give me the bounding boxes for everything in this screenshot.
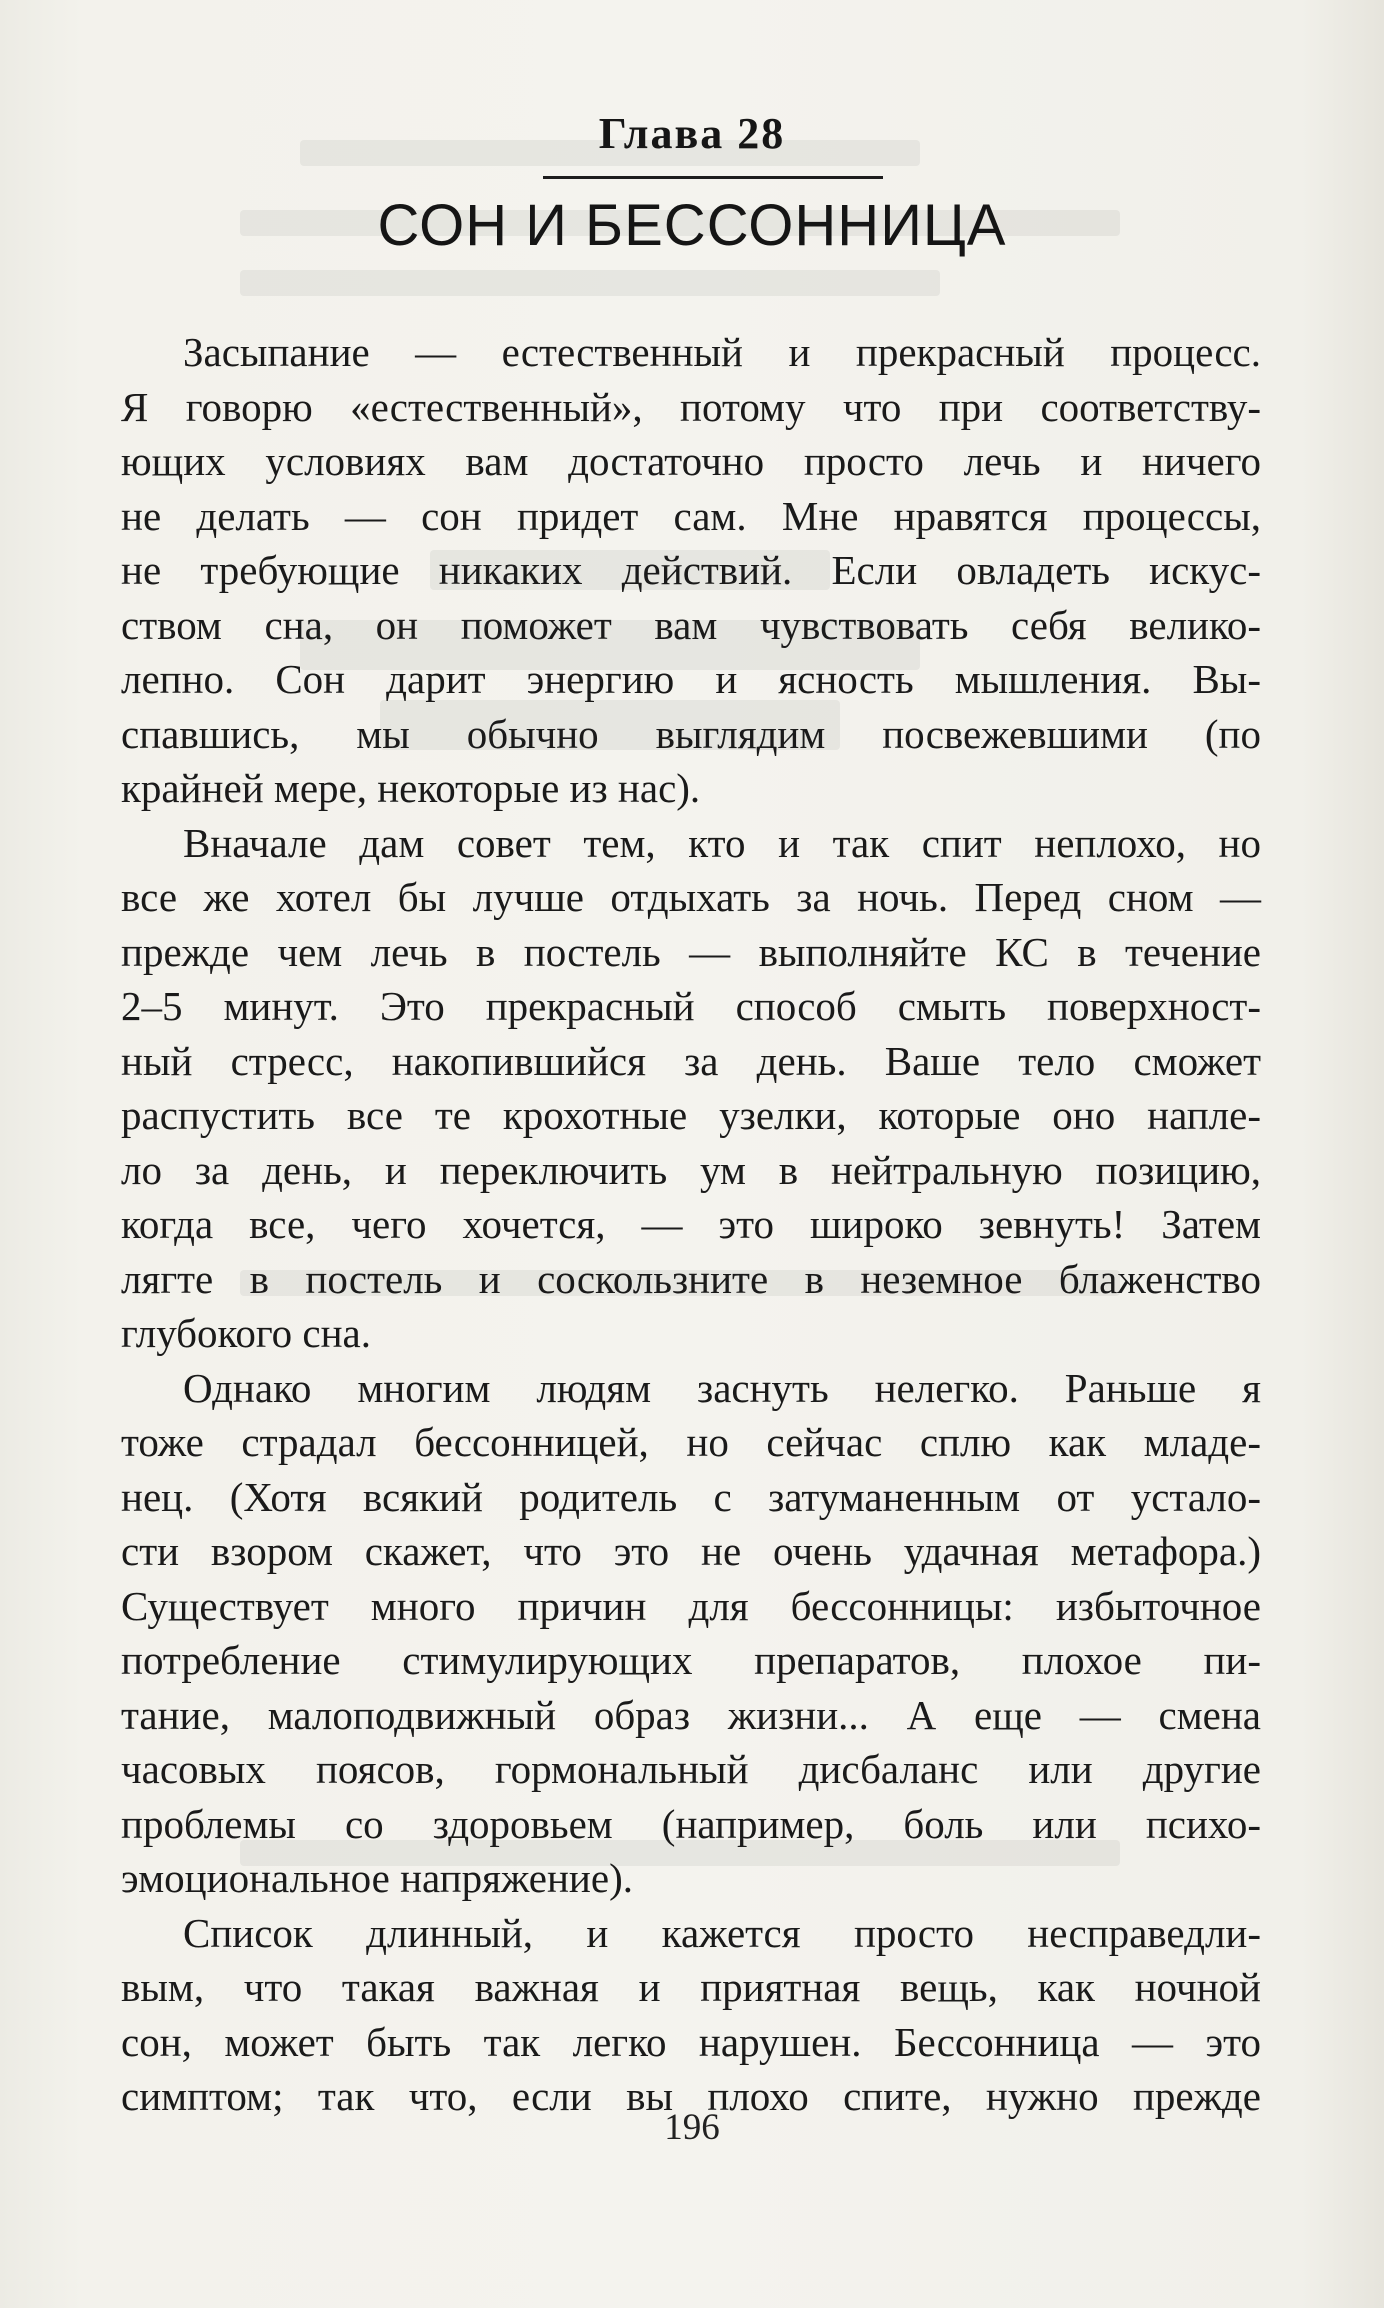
text-line: потребление стимулирующих препаратов, плохое пи- <box>121 1637 1261 1683</box>
text-line: ством сна, он поможет вам чувствовать себя велико- <box>121 601 1261 648</box>
page-number: 196 <box>664 2107 720 2148</box>
text-line: тоже страдал бессонницей, но сейчас сплю как младе- <box>121 1419 1261 1465</box>
text-line: ный стресс, накопившийся за день. Ваше тело сможет <box>121 1037 1261 1084</box>
text-line: ло за день, и переключить ум в нейтральную позицию, <box>121 1146 1261 1193</box>
chapter-divider <box>543 176 883 179</box>
text-line: ющих условиях вам достаточно просто лечь и ничего <box>121 438 1261 484</box>
chapter-title: СОН И БЕССОННИЦА <box>377 193 1007 258</box>
text-line: глубокого сна. <box>121 1310 371 1356</box>
text-line: Однако многим людям заснуть нелегко. Раньше я <box>183 1364 1261 1411</box>
text-line: сти взором скажет, что это не очень удачная метафора.) <box>121 1528 1261 1574</box>
text-line: проблемы со здоровьем (например, боль или психо- <box>121 1800 1261 1847</box>
text-line: нец. (Хотя всякий родитель с затуманенным от устало- <box>121 1473 1261 1520</box>
text-line: симптом; так что, если вы плохо спите, нужно прежде <box>121 2073 1261 2119</box>
text-line: тание, малоподвижный образ жизни... А еще — смена <box>121 1691 1261 1738</box>
paragraph-3 <box>121 1361 1261 1906</box>
text-line: не требующие никаких действий. Если овладеть искус- <box>121 547 1261 593</box>
text-line: крайней мере, некоторые из нас). <box>121 765 701 811</box>
text-line: 2–5 минут. Это прекрасный способ смыть поверхност- <box>121 983 1261 1029</box>
text-line: Вначале дам совет тем, кто и так спит неплохо, но <box>183 819 1261 866</box>
body-text <box>121 325 1261 2124</box>
text-line: часовых поясов, гормональный дисбаланс или другие <box>121 1746 1261 1792</box>
text-line: Список длинный, и кажется просто несправедли- <box>183 1909 1261 1956</box>
paragraph-4 <box>121 1906 1261 2124</box>
text-line: прежде чем лечь в постель — выполняйте КС в течение <box>121 928 1261 975</box>
text-line: сон, может быть так легко нарушен. Бессонница — это <box>121 2018 1261 2065</box>
text-line: Я говорю «естественный», потому что при соответству- <box>121 383 1261 430</box>
paragraph-1 <box>121 325 1261 816</box>
text-line: не делать — сон придет сам. Мне нравятся процессы, <box>121 492 1261 539</box>
text-line: спавшись, мы обычно выглядим посвежевшими (по <box>121 710 1261 757</box>
text-line: когда все, чего хочется, — это широко зевнуть! Затем <box>121 1201 1261 1247</box>
text-line: лепно. Сон дарит энергию и ясность мышления. Вы- <box>121 656 1261 702</box>
text-line: все же хотел бы лучше отдыхать за ночь. Перед сном — <box>121 874 1261 920</box>
chapter-number: Глава 28 <box>598 109 786 158</box>
text-line: эмоциональное напряжение). <box>121 1855 633 1901</box>
text-line: Существует много причин для бессонницы: избыточное <box>121 1582 1261 1629</box>
text-line: распустить все те крохотные узелки, которые оно напле- <box>121 1092 1261 1138</box>
text-line: лягте в постель и соскользните в неземное блаженство <box>121 1255 1261 1302</box>
text-line: Засыпание — естественный и прекрасный процесс. <box>183 329 1261 375</box>
text-line: вым, что такая важная и приятная вещь, как ночной <box>121 1964 1261 2010</box>
paragraph-2 <box>121 816 1261 1361</box>
